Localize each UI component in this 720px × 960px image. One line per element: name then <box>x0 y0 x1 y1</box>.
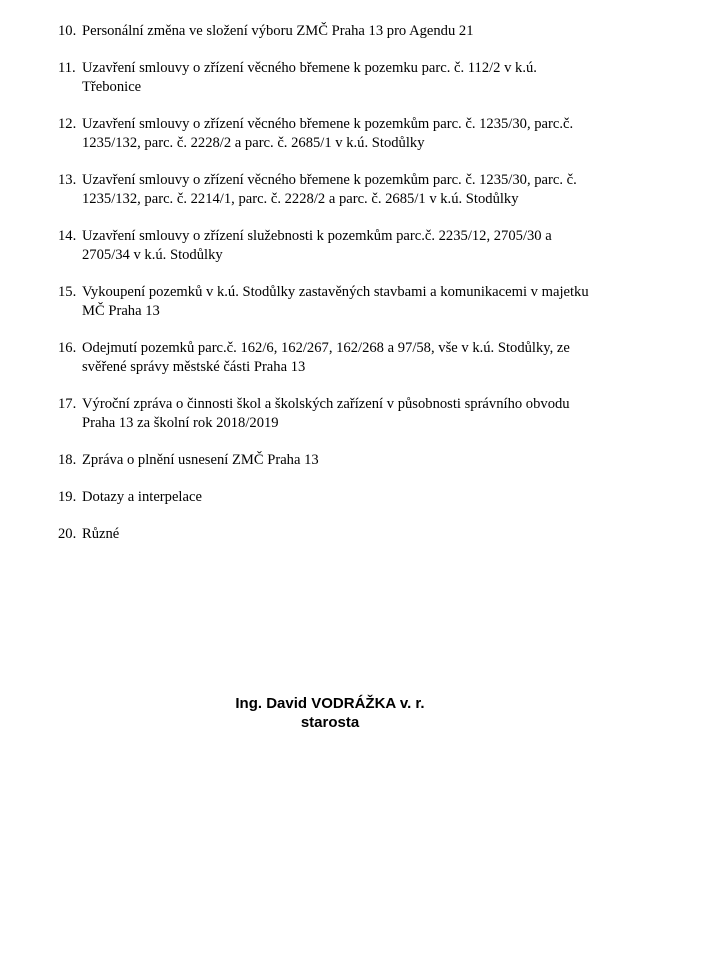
agenda-item-text: Zpráva o plnění usnesení ZMČ Praha 13 <box>82 452 319 468</box>
signatory-title: starosta <box>300 714 360 731</box>
agenda-item-14 <box>58 227 658 265</box>
agenda-item-number: 20. <box>58 526 77 542</box>
agenda-item-text: Odejmutí pozemků parc.č. 162/6, 162/267, 162/268 a 97/58, vše v k.ú. Stodůlky, ze svěřené správy městské části Praha 13 <box>82 340 570 375</box>
signatory-name: Ing. David VODRÁŽKA v. r. <box>235 695 425 712</box>
agenda-item-text: Různé <box>82 526 120 542</box>
agenda-item-text: Uzavření smlouvy o zřízení věcného břemene k pozemkům parc. č. 1235/30, parc.č. 1235/132, parc. č. 2228/2 a parc. č. 2685/1 v k.ú. Stodůlky <box>82 116 574 151</box>
agenda-item-17 <box>58 395 658 433</box>
agenda-item-13 <box>58 171 658 209</box>
agenda-list <box>58 22 658 562</box>
signature-block <box>0 694 660 732</box>
agenda-item-number: 19. <box>58 489 77 505</box>
agenda-item-10 <box>58 22 658 41</box>
agenda-item-number: 10. <box>58 23 77 39</box>
agenda-item-15 <box>58 283 658 321</box>
agenda-item-text: Uzavření smlouvy o zřízení věcného břemene k pozemkům parc. č. 1235/30, parc. č. 1235/132, parc. č. 2214/1, parc. č. 2228/2 a parc. č. 2685/1 v k.ú. Stodůlky <box>82 172 577 207</box>
agenda-item-number: 16. <box>58 340 77 356</box>
agenda-item-number: 11. <box>58 60 76 76</box>
agenda-item-12 <box>58 115 658 153</box>
agenda-item-text: Dotazy a interpelace <box>82 489 202 505</box>
agenda-item-11 <box>58 59 658 97</box>
agenda-item-number: 18. <box>58 452 77 468</box>
agenda-item-text: Výroční zpráva o činnosti škol a školských zařízení v působnosti správního obvodu Praha 13 za školní rok 2018/2019 <box>82 396 570 431</box>
agenda-item-text: Vykoupení pozemků v k.ú. Stodůlky zastavěných stavbami a komunikacemi v majetku MČ Praha 13 <box>82 284 589 319</box>
agenda-item-text: Uzavření smlouvy o zřízení služebnosti k pozemkům parc.č. 2235/12, 2705/30 a 2705/34 v k.ú. Stodůlky <box>82 228 552 263</box>
agenda-item-text: Personální změna ve složení výboru ZMČ Praha 13 pro Agendu 21 <box>82 23 474 39</box>
agenda-item-number: 14. <box>58 228 77 244</box>
agenda-item-number: 17. <box>58 396 77 412</box>
agenda-item-19 <box>58 488 658 507</box>
agenda-item-number: 12. <box>58 116 77 132</box>
agenda-item-20 <box>58 525 658 544</box>
agenda-item-number: 15. <box>58 284 77 300</box>
agenda-item-18 <box>58 451 658 470</box>
agenda-item-text: Uzavření smlouvy o zřízení věcného břemene k pozemku parc. č. 112/2 v k.ú. Třebonice <box>82 60 537 95</box>
agenda-item-number: 13. <box>58 172 77 188</box>
agenda-item-16 <box>58 339 658 377</box>
